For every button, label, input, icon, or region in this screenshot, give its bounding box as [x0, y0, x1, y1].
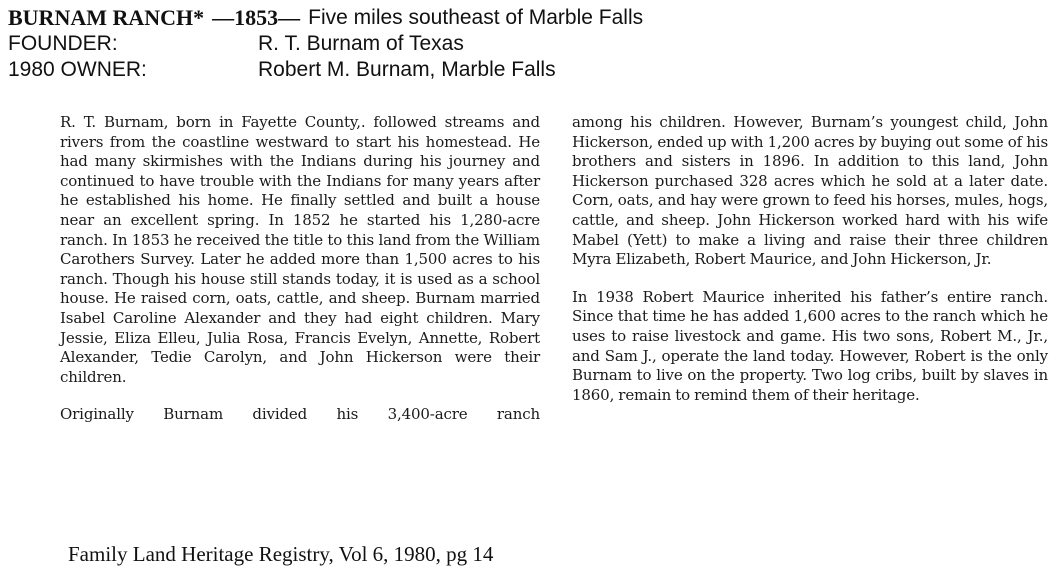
left-paragraph-2: Originally Burnam divided his 3,400-acre ranch — [60, 405, 540, 424]
right-paragraph-1: among his children. However, Burnam’s youngest child, John Hickerson, ended up with 1,200 acres by buying out some of his brothers and sisters in 1896. In addition to this land, John Hickerson purchased 328 acres which he sold at a later date. Corn, oats, and hay were grown to feed his horses, mules, hogs, cattle, and sheep. John Hickerson worked hard with his wife Mabel (Yett) to make a living and raise their three children Myra Elizabeth, Robert Maurice, and John Hickerson, Jr. — [572, 113, 1048, 269]
title-line — [8, 5, 1048, 31]
right-paragraph-2: In 1938 Robert Maurice inherited his father’s entire ranch. Since that time he has added 1,600 acres to the ranch which he uses to raise livestock and game. His two sons, Robert M., Jr., and Sam J., operate the land today. However, Robert is the only Burnam to live on the property. Two log cribs, built by slaves in 1860, remain to remind them of their heritage. — [572, 287, 1048, 404]
left-column — [60, 113, 540, 425]
owner-label: 1980 OWNER: — [8, 58, 147, 81]
left-paragraph-1: R. T. Burnam, born in Fayette County,. followed streams and rivers from the coastline westward to start his homestead. He had many skirmishes with the Indians during his journey and continued to have trouble with the Indians for many years after he established his home. He finally settled and built a house near an excellent spring. In 1852 he started his 1,280-acre ranch. In 1853 he received the title to this land from the William Carothers Survey. Later he added more than 1,500 acres to his ranch. Though his house still stands today, it is used as a school house. He raised corn, oats, cattle, and sheep. Burnam married Isabel Caroline Alexander and they had eight children. Mary Jessie, Eliza Elleu, Julia Rosa, Francis Evelyn, Annette, Robert Alexander, Tedie Carolyn, and John Hickerson were their children. — [60, 113, 540, 386]
ranch-location: Five miles southeast of Marble Falls — [308, 6, 644, 29]
founding-year: —1853— — [212, 5, 301, 30]
owner-value: Robert M. Burnam, Marble Falls — [258, 58, 556, 81]
founder-line — [8, 31, 1048, 57]
entry-header — [8, 5, 1048, 83]
founder-label: FOUNDER: — [8, 32, 118, 55]
ranch-name: BURNAM RANCH* — [8, 5, 205, 30]
right-column — [572, 113, 1048, 405]
owner-line — [8, 57, 1048, 83]
source-citation: Family Land Heritage Registry, Vol 6, 1980, pg 14 — [68, 542, 494, 566]
founder-value: R. T. Burnam of Texas — [258, 32, 464, 55]
